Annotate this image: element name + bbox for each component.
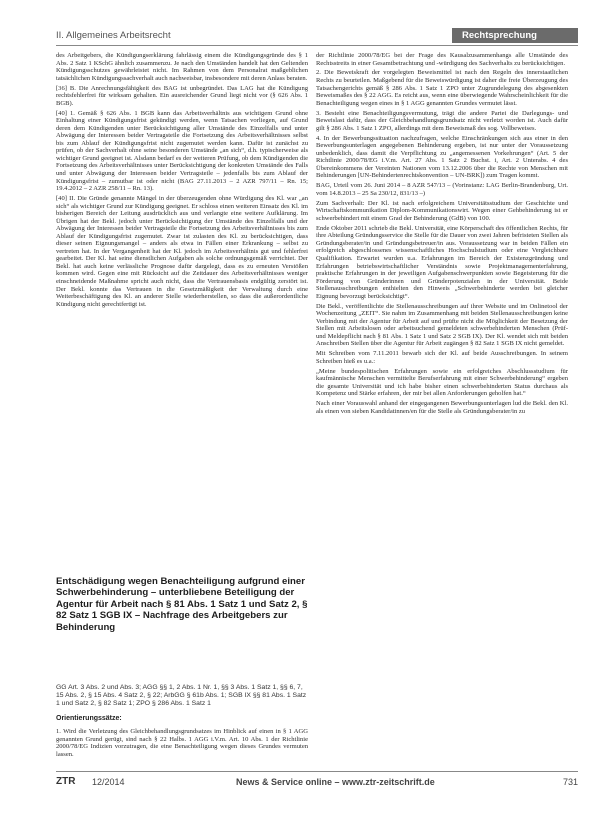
issue-number: 12/2014: [92, 777, 125, 787]
right-paragraph: Zum Sachverhalt: Der Kl. ist nach erfolgreichem Universitätsstudium der Geschichte und Wirtschaftskommunikation Diplom-Kommunikationswirt. Wegen einer Gehbehinderung ist er schwerbehindert mit einem Grad der Behinderung (GdB) von 100.: [316, 199, 568, 222]
footer-rule: [56, 771, 578, 772]
right-paragraph: 4. In der Bewerbungssituation nachzufragen, welche Einschränkungen sich aus einer in den Bewerbungsunterlagen angegebenen Behinderung ergeben, ist nur unter der Voraussetzung unbedenklich, dass damit die Verpflichtung zu „angemessenen Vorkehrungen“ (Art. 5 der Richtlinie 2000/78/EG i.V.m. Art. 27 Abs. 1 Satz 2 Buchst. i, Art. 2 Unterabs. 4 des Übereinkommens der Vereinten Nationen vom 13.12.2006 über die Rechte von Menschen mit Behinderungen [UN-Behindertenrechtskonvention – UN-BRK]) zum Tragen kommt.: [316, 134, 568, 180]
norms-list: GG Art. 3 Abs. 2 und Abs. 3; AGG §§ 1, 2 Abs. 1 Nr. 1, §§ 3 Abs. 1 Satz 1, §§ 6, 7, 15 Abs. 2, § 15 Abs. 4 Satz 2, § 22; ArbGG § 61b Abs. 1; SGB IX §§ 81 Abs. 1 Satz 1 und Satz 2, § 82 Satz 1; ZPO § 286 Abs. 1 Satz 1: [56, 684, 307, 708]
journal-website: News & Service online – www.ztr-zeitschrift.de: [236, 777, 435, 787]
left-paragraph: [40] II. Die Gründe genannte Mängel in der überzeugenden ohne Würdigung des Kl. war „an sich“ als wichtiger Grund zur Kündigung geeignet. Er schloss einen weiteren Einsatz des Kl. im bisherigen Bereich der Leitung ausdrücklich aus und verlangte eine weitere Aufklärung. Im Übrigen hat der Bekl. jedoch unter Berücksichtigung der Umstände des Einzelfalls und der Abwägung der Interessen beider Vertragsteile die Fortsetzung des Arbeitsverhältnisses bis zum Ablauf der Kündigungsfrist zugemutet. Zwar ist zulasten des Kl. zu berücksichtigen, dass dieser seinen Eignungsmangel – anders als etwa in Fällen einer Erkrankung – selbst zu vertreten hat. In der Vergangenheit hat der Kl. jedoch im Arbeitsverhältnis gut und fehlerfrei gearbeitet. Der Kl. hat seine dienstlichen Aufgaben als solche ordnungsgemäß verrichtet. Der Bekl. hat auch keine verlässliche Prognose dafür dargelegt, dass es zu erneuten Verstößen kommen wird. Gegen eine mit Rücksicht auf die Zeitdauer des Arbeitsverhältnisses weniger einschneidende Maßnahme spricht auch nicht, dass die Vertrauensbasis endgültig zerstört ist. Der Bekl. konnte das Vertrauen in die Gesetzmäßigkeit der Verwaltung durch eine Weiterbeschäftigung des Kl. an anderer Stelle wiederherstellen, so dass die außerordentliche Kündigung nicht gerechtfertigt ist.: [56, 195, 308, 308]
right-paragraph: 2. Die Beweiskraft der vorgelegten Beweismittel ist nach den Regeln des innerstaatlichen Rechts zu beurteilen. Maßgebend für die Beweiswürdigung ist daher die freie Überzeugung des Tatsachengerichts gemäß § 286 Abs. 1 Satz 1 ZPO unter Zugrundelegung des abgesenkten Beweismaßes des § 22 AGG. Es reicht aus, wenn eine überwiegende Wahrscheinlichkeit für die Benachteiligung wegen eines in § 1 AGG genannten Grundes vermutet lässt.: [316, 69, 568, 107]
header-rule: [56, 45, 578, 46]
section-badge: Rechtsprechung: [452, 28, 578, 43]
left-paragraph: [40] 1. Gemäß § 626 Abs. 1 BGB kann das Arbeitsverhältnis aus wichtigem Grund ohne Einhaltung einer Kündigungsfrist gekündigt werden, wenn Tatsachen vorliegen, auf Grund deren dem Kündigenden unter Berücksichtigung aller Umstände des Einzelfalls und unter Abwägung der Interessen beider Vertragsteile die Fortsetzung des Arbeitsverhältnisses selbst bis zum Ablauf der Kündigungsfrist nicht zugemutet werden kann. Dafür ist zunächst zu prüfen, ob der Sachverhalt ohne seine besonderen Umstände „an sich“, d.h. typischerweise als wichtiger Grund geeignet ist. Alsdann bedarf es der weiteren Prüfung, ob dem Kündigenden die Fortsetzung des Arbeitsverhältnisses unter Berücksichtigung der konkreten Umstände des Falls und unter Abwägung der Interessen beider Vertragsteile – jedenfalls bis zum Ablauf der Kündigungsfrist – zumutbar ist oder nicht (BAG 27.11.2013 – 2 AZR 797/11 – Rn. 15; 19.4.2012 – 2 AZR 258/11 – Rn. 13).: [56, 109, 308, 193]
left-paragraph: des Arbeitgebers, die Kündigungserklärung fahrlässig einem die Kündigungsgründe des § 1 Abs. 2 Satz 1 KSchG ähnlich zusammenzu. Je nach den Umständen handelt hat den Geltenden Kündigungsschutzes gewährleistet nicht. Im Rahmen von dem Personalrat maßgeblichen tatsächlichen Kündigungssachverhalt auch nachweisbar, insbesondere mit deren Anlass beraten.: [56, 52, 308, 82]
page-footer: [56, 776, 578, 790]
right-paragraph: der Richtlinie 2000/78/EG bei der Frage des Kausalzusammenhangs alle Umstände des Rechtsstreits in einer Gesamtbetrachtung und -würdigung des Sachverhalts zu berücksichtigen.: [316, 52, 568, 67]
journal-brand: ZTR: [56, 776, 76, 787]
section-title: II. Allgemeines Arbeitsrecht: [56, 30, 171, 41]
right-quote: „Meine bundespolitischen Erfahrungen sowie ein erfolgreiches Abschlussstudium für kaufmännische Menschen vermittelte Berufserfahrung mit einer Schwerbehinderung“ ergeben die gesamte Universität und ich habe bisher einen schwerbehinderten Status durchaus als Kompetenz und Stärke erfahren, der mir bei allen Anforderungen geholfen hat.“: [316, 367, 568, 398]
right-paragraph: 3. Besteht eine Benachteiligungsvermutung, trägt die andere Partei die Darlegungs- und Beweislast dafür, dass der Gleichbehandlungsgrundsatz nicht verletzt worden ist. Auch dafür gilt § 286 Abs. 1 Satz 1 ZPO, allerdings mit dem Beweismaß des sog. Vollbeweises.: [316, 109, 568, 132]
right-paragraph: Ende Oktober 2011 schrieb die Bekl. Universität, eine Körperschaft des öffentlichen Rechts, für ihre Abteilung Gründungsservice die Stelle für die Dauer von zwei Jahren befristeten Stellen als Gründungsberater/in und Gründungsbetreuer/in aus. Voraussetzung war in beiden Fällen ein erfolgreich abgeschlossenes wissenschaftliches Hochschulstudium oder eine Vergleichbare Qualifikation. Erwartet wurden u.a. Erfahrungen im Bereich der Existenzgründung und Erfahrungen betriebswirtschaftlicher Verständnis sowie Projektmanagementerfahrung, praktische Erfahrungen in der jeweiligen Aufgabenschwerpunkten sowie Begeisterung für die Förderung von Gründerinnen und Gründerpotenzialen in der Universität. Beide Stellenausschreibungen enthielten den Hinweis „Schwerbehinderte werden bei gleicher Eignung bevorzugt berücksichtigt“.: [316, 224, 568, 300]
orientation-heading: Orientierungssätze:: [56, 715, 122, 722]
right-paragraph: Mit Schreiben vom 7.11.2011 bewarb sich der Kl. auf beide Ausschreibungen. In seinem Schreiben hieß es u.a.:: [316, 350, 568, 365]
page-number: 731: [562, 777, 578, 787]
page-header: [56, 28, 578, 44]
left-column: [56, 52, 308, 572]
orientation-text: 1. Wird die Verletzung des Gleichbehandlungsgrundsatzes im Hinblick auf einen in § 1 AGG genannten Grund gerügt, sind nach § 22 Halbs. 1 AGG i.V.m. Art. 10 Abs. 1 der Richtlinie 2000/78/EG Indizien vorzutragen, die eine Benachteiligung wegen dieses Grundes vermuten lassen.: [56, 728, 308, 758]
right-paragraph: Die Bekl., veröffentlichte die Stellenausschreibungen auf ihrer Website und im Onlinetool der Wochenzeitung „ZEIT“. Sie nahm im Zusammenhang mit beiden Stellenausschreibungen keine Verbindung mit der Agentur für Arbeit auf und prüfte nicht die Möglichkeit der Besetzung der Stellen mit Arbeitslosen oder arbeitsuchend gemeldeten schwerbehinderten Menschen (Prüf- und Meldepflicht nach § 81 Abs. 1 Satz 1 und Satz 2 SGB IX). Der Kl. wendet sich mit beiden Anschreiben Stellen über die Agentur für Arbeit zugängen § 82 Satz 1 SGB IX nicht gemeldet.: [316, 302, 568, 348]
right-paragraph: Nach einer Vorauswahl anhand der eingegangenen Bewerbungsunterlagen lud die Bekl. den Kl. als einen von sieben Kandidatinnen/en für die Stelle als Gründungsberater/in zu: [316, 400, 568, 415]
right-column: [316, 52, 568, 787]
decision-headline: Entschädigung wegen Benachteiligung aufgrund einer Schwerbehinderung – unterbliebene Beteiligung der Agentur für Arbeit nach § 81 Abs. 1 Satz 1 und Satz 2, § 82 Satz 1 SGB IX – Nachfrage des Arbeitgebers zur Behinderung: [56, 576, 308, 633]
left-paragraph: [36] B. Die Anrechnungsfähigkeit des BAG ist unbegründet. Das LAG hat die Kündigung rechtsfehlerfrei für wirksam gehalten. Ein ausreichender Grund liegt nicht vor (§ 626 Abs. 1 BGB).: [56, 84, 308, 107]
right-citation: BAG, Urteil vom 26. Juni 2014 – 8 AZR 547/13 – (Vorinstanz: LAG Berlin-Brandenburg, Urt. vom 14.8.2013 – 25 Sa 230/12, 831/13 –): [316, 182, 568, 197]
